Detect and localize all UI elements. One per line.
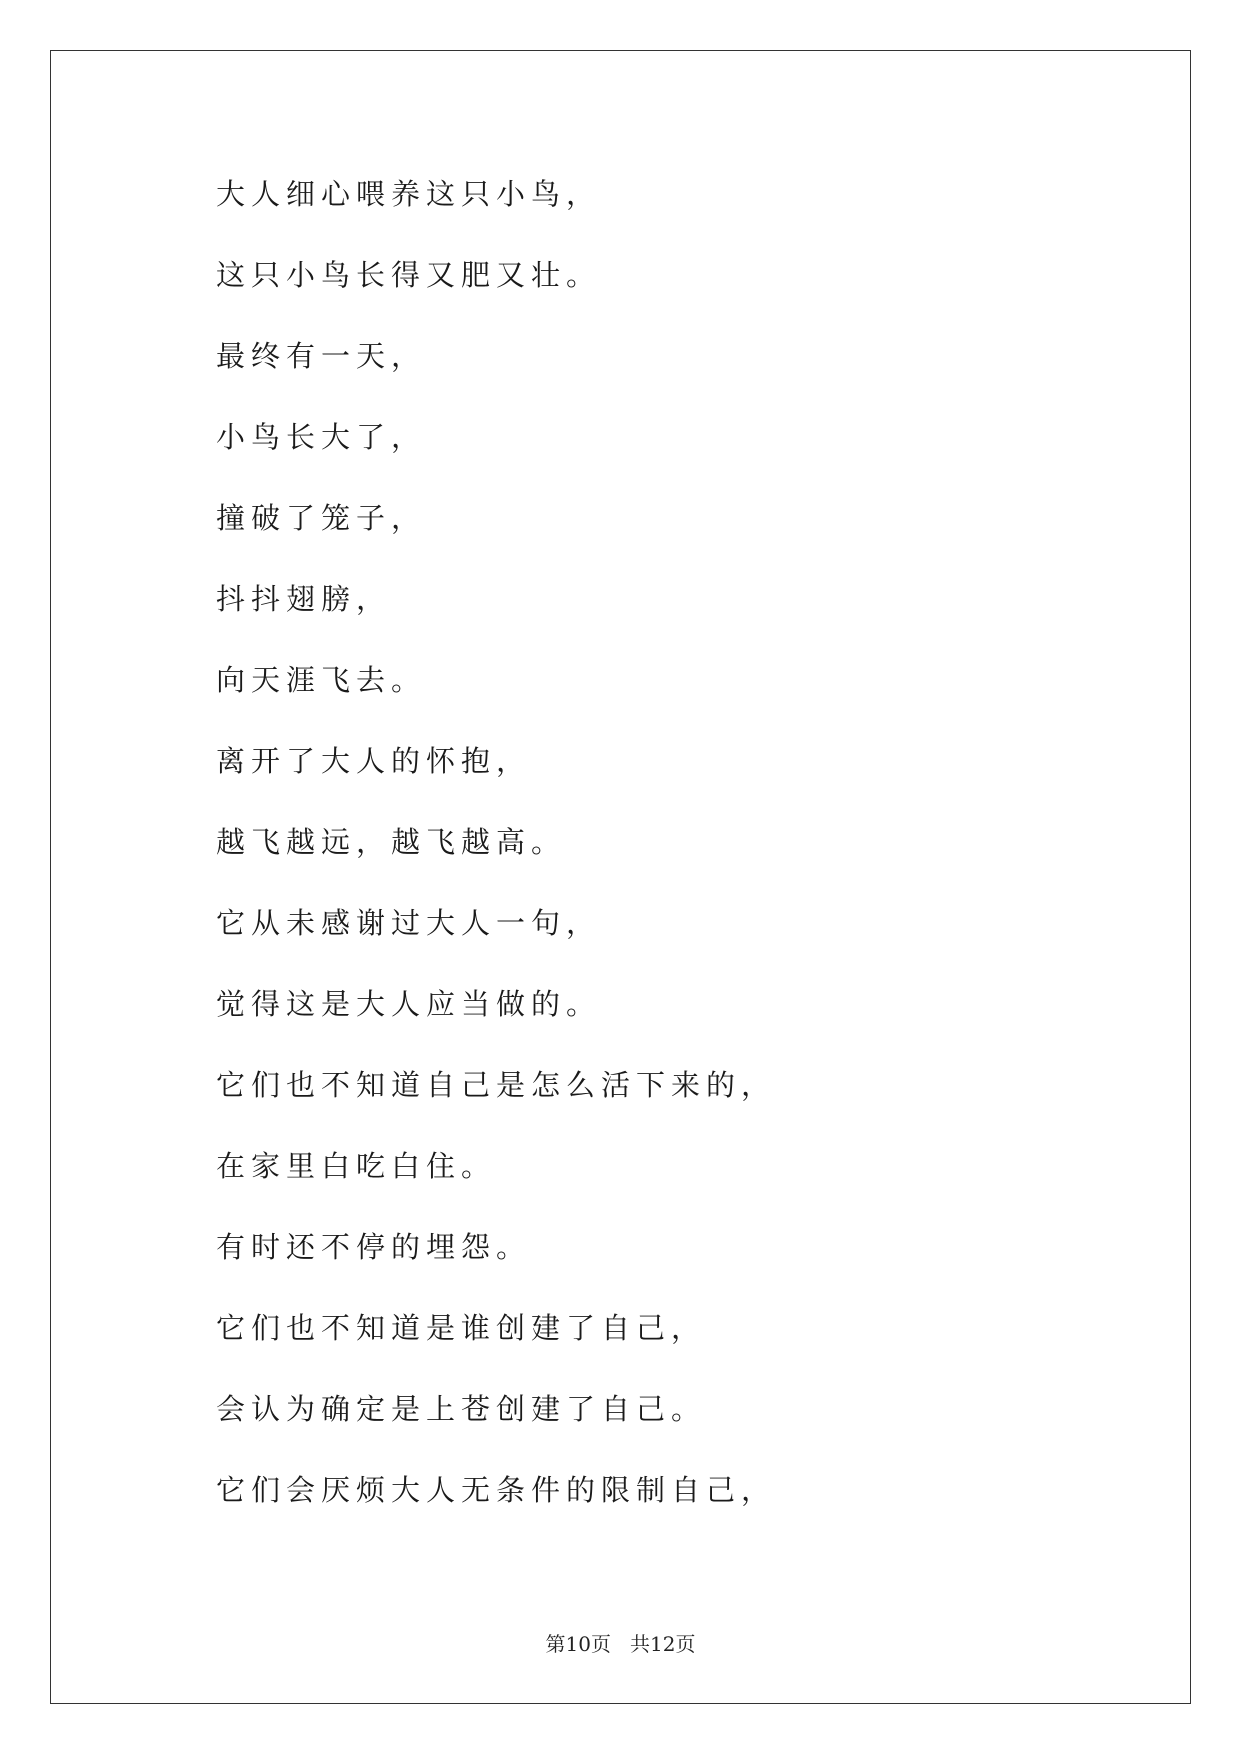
poem-line: 最终有一天， [216,339,427,373]
page-total: 共12页 [630,1632,696,1656]
poem-line: 离开了大人的怀抱， [216,744,532,778]
poem-line: 这只小鸟长得又肥又壮。 [216,258,602,292]
poem-body [216,172,1116,1549]
page-number: 第10页 [545,1632,611,1656]
poem-line: 有时还不停的埋怨。 [216,1230,532,1264]
poem-line: 抖抖翅膀， [216,582,392,616]
poem-line: 向天涯飞去。 [216,663,427,697]
poem-line: 它们也不知道自己是怎么活下来的， [216,1068,777,1102]
poem-line: 觉得这是大人应当做的。 [216,987,602,1021]
poem-line: 小鸟长大了， [216,420,427,454]
poem-line: 越飞越远，越飞越高。 [216,825,567,859]
poem-line: 它们会厌烦大人无条件的限制自己， [216,1473,777,1507]
poem-line: 在家里白吃白住。 [216,1149,497,1183]
poem-line: 撞破了笼子， [216,501,427,535]
poem-line: 它从未感谢过大人一句， [216,906,602,940]
poem-line: 会认为确定是上苍创建了自己。 [216,1392,707,1426]
page-footer [0,1628,1241,1657]
poem-line: 大人细心喂养这只小鸟， [216,177,602,211]
poem-line: 它们也不知道是谁创建了自己， [216,1311,707,1345]
